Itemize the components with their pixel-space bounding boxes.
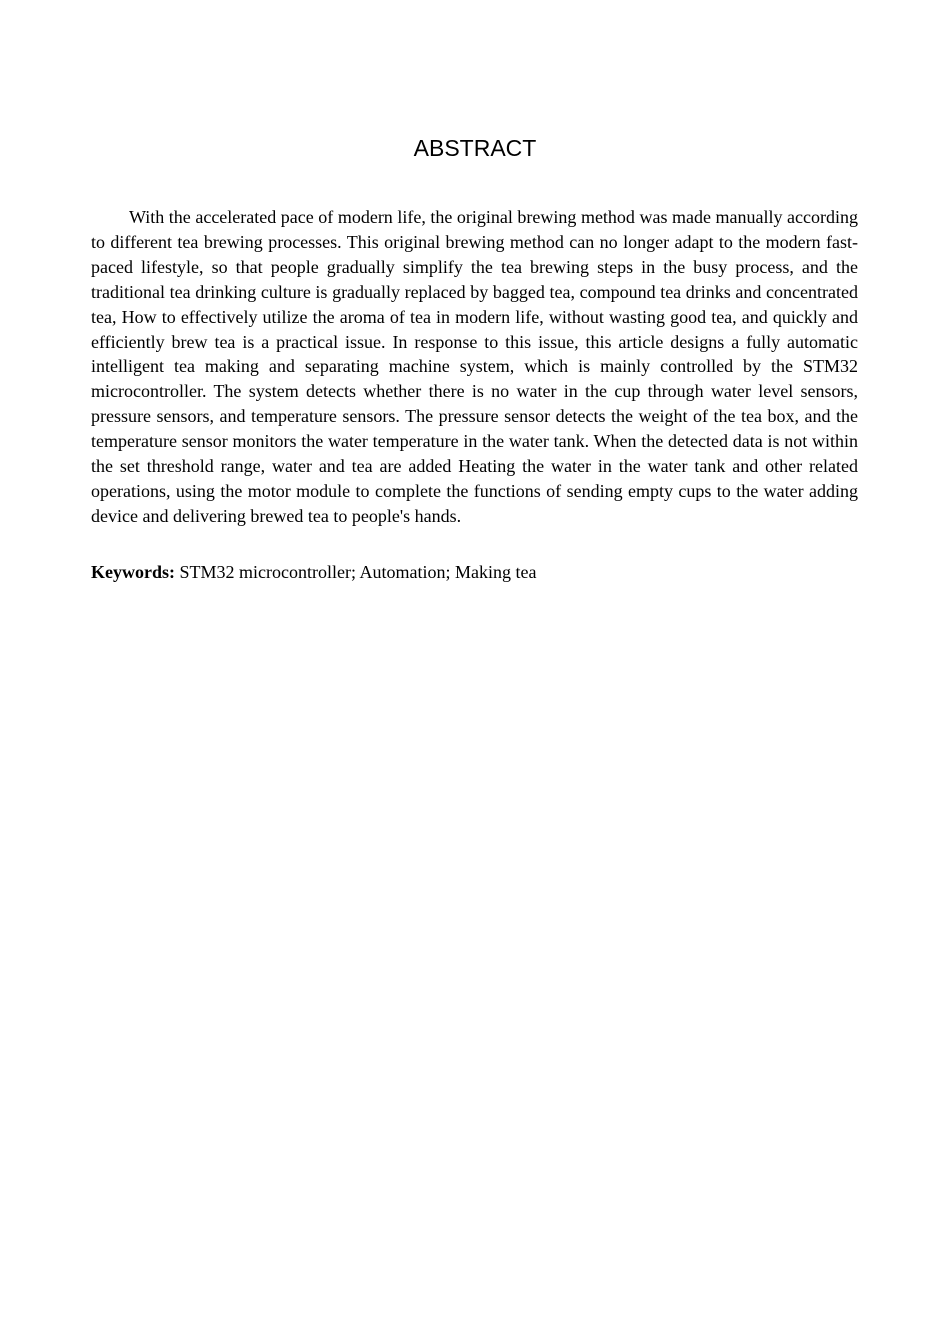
abstract-paragraph: With the accelerated pace of modern life, the original brewing method was made manually according to different tea brewing processes. This original brewing method can no longer adapt to the modern fast-paced lifestyle, so that people gradually simplify the tea brewing steps in the busy process, and the traditional tea drinking culture is gradually replaced by bagged tea, compound tea drinks and concentrated tea, How to effectively utilize the aroma of tea in modern life, without wasting good tea, and quickly and efficiently brew tea is a practical issue. In response to this issue, this article designs a fully automatic intelligent tea making and separating machine system, which is mainly controlled by the STM32 microcontroller. The system detects whether there is no water in the cup through water level sensors, pressure sensors, and temperature sensors. The pressure sensor detects the weight of the tea box, and the temperature sensor monitors the water temperature in the water tank. When the detected data is not within the set threshold range, water and tea are added Heating the water in the water tank and other related operations, using the motor module to complete the functions of sending empty cups to the water adding device and delivering brewed tea to people's hands.: [91, 207, 858, 526]
keywords-text: STM32 microcontroller; Automation; Making tea: [179, 562, 537, 582]
abstract-title: ABSTRACT: [413, 135, 537, 161]
keywords-label: Keywords:: [91, 562, 175, 582]
keywords-line: [91, 560, 858, 585]
